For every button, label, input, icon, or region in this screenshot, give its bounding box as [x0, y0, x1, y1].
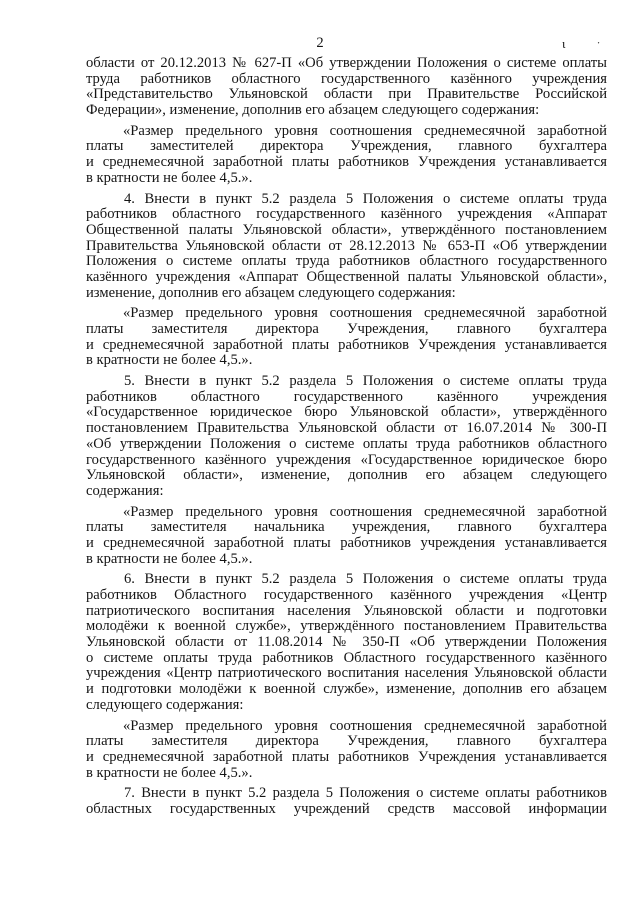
text-line: в кратности не более 4,5.».: [86, 169, 253, 186]
text-line: Положения о системе оплаты труда работников областного государственного: [86, 253, 607, 270]
text-line: «Размер предельного уровня соотношения среднемесячной заработной: [123, 717, 607, 734]
text-line: 4. Внести в пункт 5.2 раздела 5 Положения о системе оплаты труда: [124, 190, 607, 207]
text-line: постановлением Правительства Ульяновской области от 16.07.2014 № 300-П: [86, 420, 607, 437]
text-line: труда работников областного государственного казённого учреждения: [86, 70, 607, 87]
text-line: Общественной палаты Ульяновской области», утверждённого постановлением: [86, 221, 607, 238]
item-7-paragraph: [86, 786, 607, 817]
text-line: изменение, дополнив его абзацем следующего содержания:: [86, 284, 456, 301]
text-line: Правительства Ульяновской области от 28.12.2013 № 653-П «Об утверждении: [86, 237, 607, 254]
text-line: областных государственных учреждений средств массовой информации: [86, 800, 607, 817]
text-line: молодёжи к военной службе», утверждённого постановлением Правительства: [86, 618, 607, 635]
document-body: [86, 56, 607, 818]
text-line: «Размер предельного уровня соотношения среднемесячной заработной: [123, 305, 607, 322]
text-line: о системе оплаты труда работников Областного государственного казённого: [86, 649, 607, 666]
paragraph-continuation: [86, 56, 607, 119]
page-number: 2: [316, 35, 324, 51]
text-line: содержания:: [86, 482, 164, 499]
text-line: работников областного государственного казённого учреждения: [86, 388, 607, 405]
text-line: платы заместителя начальника учреждения, главного бухгалтера: [86, 519, 607, 536]
quoted-paragraph: [86, 306, 607, 369]
item-6-paragraph: [86, 572, 607, 713]
text-line: в кратности не более 4,5.».: [86, 352, 253, 369]
text-line: 7. Внести в пункт 5.2 раздела 5 Положения о системе оплаты работников: [124, 785, 607, 802]
text-line: патриотического воспитания населения Ульяновской области и подготовки: [86, 602, 607, 619]
corner-marks: ɩ ˑ: [562, 36, 615, 51]
text-line: «Размер предельного уровня соотношения среднемесячной заработной: [123, 503, 607, 520]
text-line: Федерации», изменение, дополнив его абзацем следующего содержания:: [86, 102, 540, 119]
text-line: 6. Внести в пункт 5.2 раздела 5 Положения о системе оплаты труда: [124, 571, 607, 588]
text-line: и среднемесячной заработной платы работников Учреждения устанавливается: [86, 154, 607, 171]
quoted-paragraph: [86, 124, 607, 187]
text-line: и подготовки молодёжи к военной службе», изменение, дополнив его абзацем: [86, 681, 607, 698]
text-line: платы заместителя директора Учреждения, главного бухгалтера: [86, 321, 607, 337]
text-line: области от 20.12.2013 № 627-П «Об утверждении Положения о системе оплаты: [86, 55, 607, 71]
text-line: «Государственное юридическое бюро Ульяновской области», утверждённого: [86, 404, 607, 421]
text-line: учреждения «Центр патриотического воспитания населения Ульяновской области: [86, 665, 607, 682]
text-line: «Об утверждении Положения о системе оплаты труда работников областного: [86, 435, 607, 452]
item-4-paragraph: [86, 192, 607, 302]
text-line: платы заместителя директора Учреждения, главного бухгалтера: [86, 733, 607, 750]
text-line: в кратности не более 4,5.».: [86, 764, 253, 781]
text-line: «Представительство Ульяновской области при Правительстве Российской: [86, 86, 607, 103]
text-line: и среднемесячной заработной платы работников Учреждения устанавливается: [86, 336, 607, 353]
text-line: 5. Внести в пункт 5.2 раздела 5 Положения о системе оплаты труда: [124, 373, 607, 390]
quoted-paragraph: [86, 505, 607, 568]
text-line: следующего содержания:: [86, 696, 244, 713]
text-line: работников областного государственного казённого учреждения «Аппарат: [86, 206, 607, 223]
text-line: «Размер предельного уровня соотношения среднемесячной заработной: [123, 122, 607, 139]
text-line: работников Областного государственного казённого учреждения «Центр: [86, 587, 607, 603]
text-line: и среднемесячной заработной платы работников учреждения устанавливается: [86, 534, 607, 551]
text-line: государственного казённого учреждения «Государственное юридическое бюро: [86, 451, 607, 468]
text-line: платы заместителей директора Учреждения, главного бухгалтера: [86, 138, 607, 155]
quoted-paragraph: [86, 719, 607, 782]
text-line: в кратности не более 4,5.».: [86, 550, 253, 567]
text-line: и среднемесячной заработной платы работников Учреждения устанавливается: [86, 748, 607, 765]
text-line: Ульяновской области», изменение, дополнив его абзацем следующего: [86, 467, 607, 484]
text-line: Ульяновской области от 11.08.2014 № 350-П «Об утверждении Положения: [86, 634, 607, 651]
item-5-paragraph: [86, 374, 607, 500]
text-line: казённого учреждения «Аппарат Общественной палаты Ульяновской области»,: [86, 268, 607, 285]
